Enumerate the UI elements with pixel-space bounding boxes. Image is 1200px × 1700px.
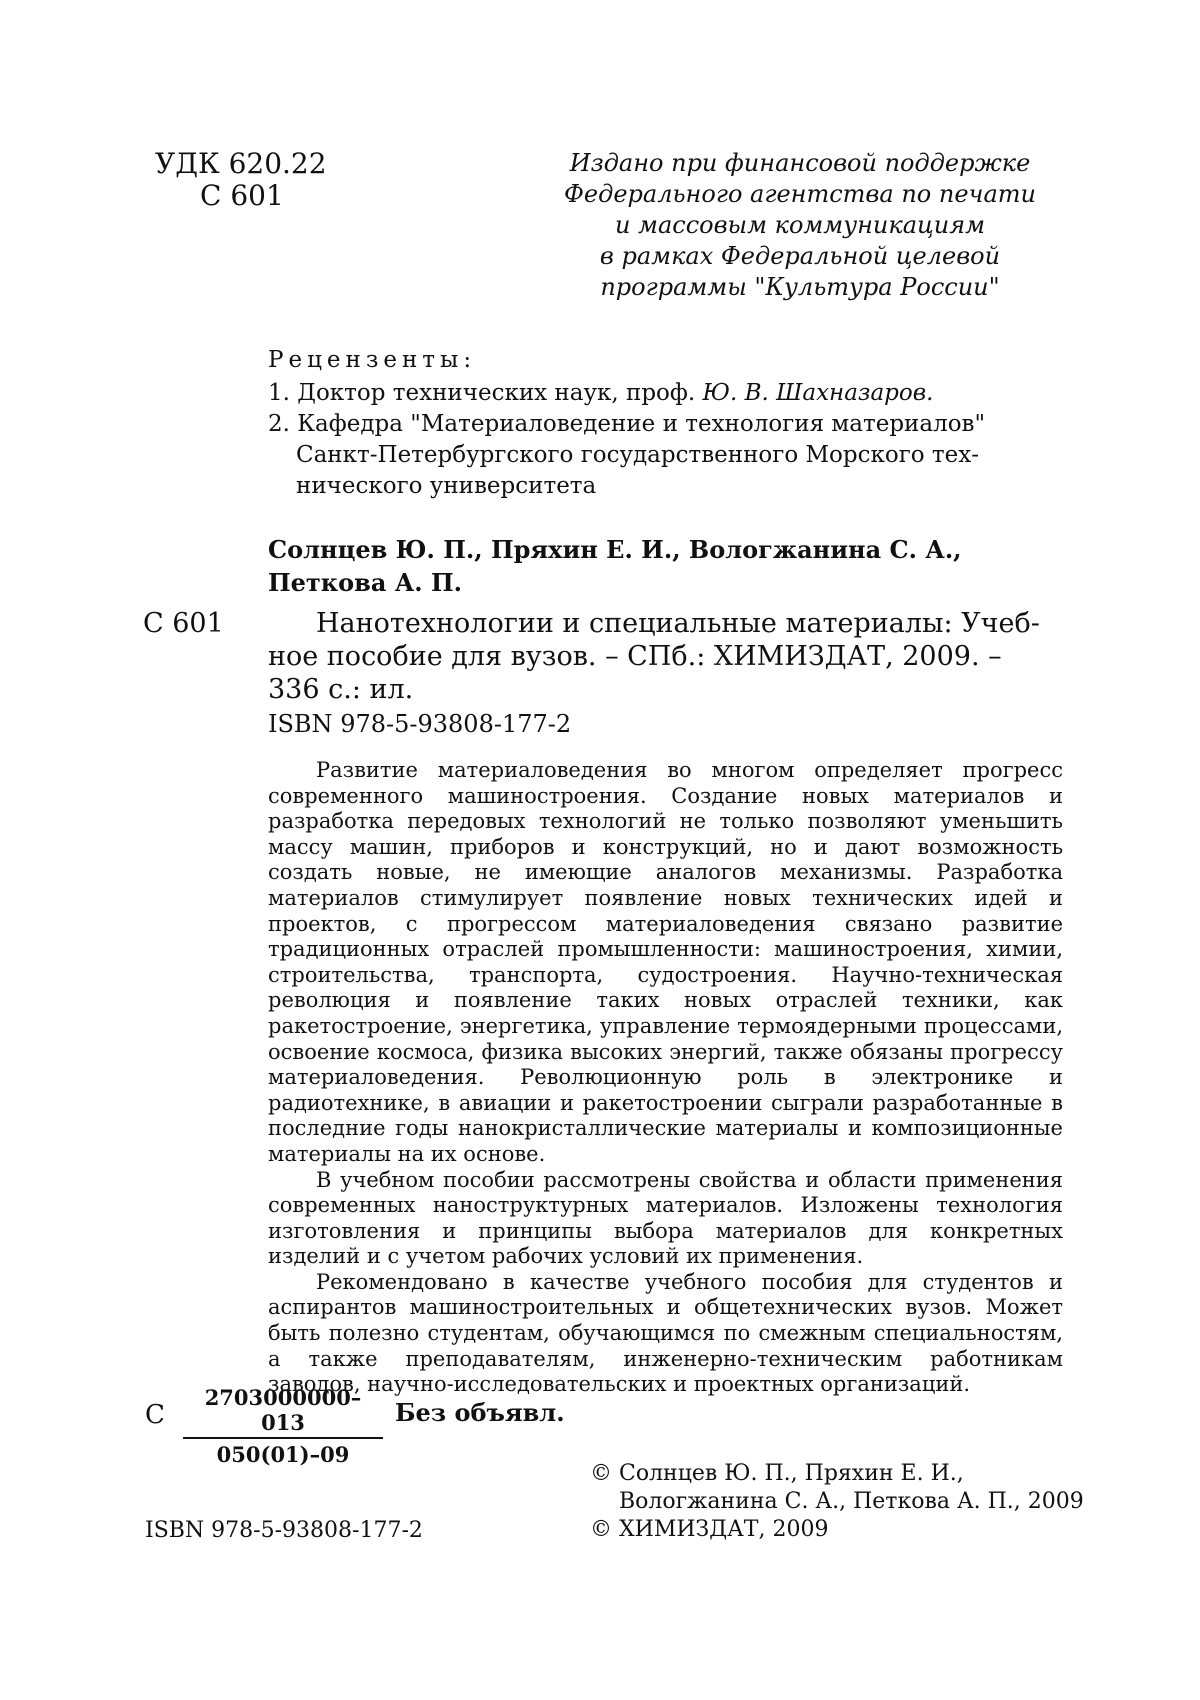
classification-fraction (183, 1385, 383, 1467)
reviewers-heading: Рецензенты: (268, 347, 477, 373)
copyright-line: © Солнцев Ю. П., Пряхин Е. И., (590, 1461, 964, 1486)
reviewer-2-line: нического университета (296, 473, 597, 499)
reviewer-2-line: 2. Кафедра "Материаловедение и технология материалов" (268, 411, 986, 437)
fraction-numerator: 2703000000–013 (183, 1385, 383, 1439)
reviewer-2-cont (268, 440, 1068, 502)
book-pages: 336 с.: ил. (268, 674, 414, 705)
funding-line: программы "Культура России" (600, 273, 1000, 301)
isbn-bottom: ISBN 978-5-93808-177-2 (145, 1518, 423, 1543)
copyright-block (590, 1460, 1090, 1544)
book-title-line: ное пособие для вузов. – СПб.: ХИМИЗДАТ, 2009. – (268, 641, 1002, 672)
catalog-entry (268, 607, 1063, 741)
copyright-line: © ХИМИЗДАТ, 2009 (590, 1517, 829, 1542)
abstract-paragraph: Рекомендовано в качестве учебного пособия для студентов и аспирантов машиностроительных и общетехнических вузов. Может быть полезно студентам, обучающимся по смежным специальностям, а также преподавателям, инженерно-техническим работникам заводов, научно-исследовательских и проектных организаций. (268, 1269, 1063, 1397)
announcement-note: Без объявл. (395, 1398, 565, 1427)
copyright-line: Вологжанина С. А., Петкова А. П., 2009 (619, 1489, 1084, 1514)
book-title-line: Нанотехнологии и специальные материалы: Учеб- (316, 608, 1040, 639)
reviewer-2 (268, 409, 1068, 440)
classification-letter: С (145, 1400, 165, 1430)
reviewer-1 (268, 378, 1068, 409)
authors (268, 533, 1068, 599)
reviewer-1-title: 1. Доктор технических наук, проф. (268, 380, 703, 406)
isbn: ISBN 978-5-93808-177-2 (268, 710, 572, 738)
udk-code: УДК 620.22 (155, 147, 327, 180)
author-mark: С 601 (200, 179, 284, 212)
reviewer-1-name: Ю. В. Шахназаров. (702, 380, 934, 406)
funding-line: и массовым коммуникациям (614, 211, 986, 239)
fraction-denominator: 050(01)–09 (216, 1442, 350, 1467)
udk-block (155, 148, 327, 212)
funding-note (540, 148, 1060, 303)
abstract (268, 758, 1063, 1398)
catalog-code: С 601 (143, 608, 224, 639)
authors-line: Петкова А. П. (268, 568, 463, 597)
reviewers-section (268, 345, 1068, 502)
funding-line: Издано при финансовой поддержке (569, 149, 1031, 177)
funding-line: Федерального агентства по печати (564, 180, 1036, 208)
abstract-paragraph: В учебном пособии рассмотрены свойства и области применения современных наноструктурных материалов. Изложены технология изготовления и принципы выбора материалов для конкретных изделий и с учетом рабочих условий их применения. (268, 1167, 1063, 1269)
reviewer-2-line: Санкт-Петербургского государственного Морского тех- (296, 442, 980, 468)
authors-line: Солнцев Ю. П., Пряхин Е. И., Вологжанина С. А., (268, 535, 962, 564)
funding-line: в рамках Федеральной целевой (599, 242, 1001, 270)
abstract-paragraph: Развитие материаловедения во многом определяет прогресс современного машиностроения. Создание новых материалов и разработка передовых технологий не только позволяют уменьшить массу машин, приборов и конструкций, но и дают возможность создать новые, не имеющие аналогов механизмы. Разработка материалов стимулирует появление новых технических идей и проектов, с прогрессом материаловедения связано развитие традиционных отраслей промышленности: машиностроения, химии, строительства, транспорта, судостроения. Научно-техническая революция и появление таких новых отраслей техники, как ракетостроение, энергетика, управление термоядерными процессами, освоение космоса, физика высоких энергий, также обязаны прогрессу материаловедения. Революционную роль в электронике и радиотехнике, в авиации и ракетостроении сыграли разработанные в последние годы нанокристаллические материалы и композиционные материалы на их основе. (268, 758, 1063, 1166)
